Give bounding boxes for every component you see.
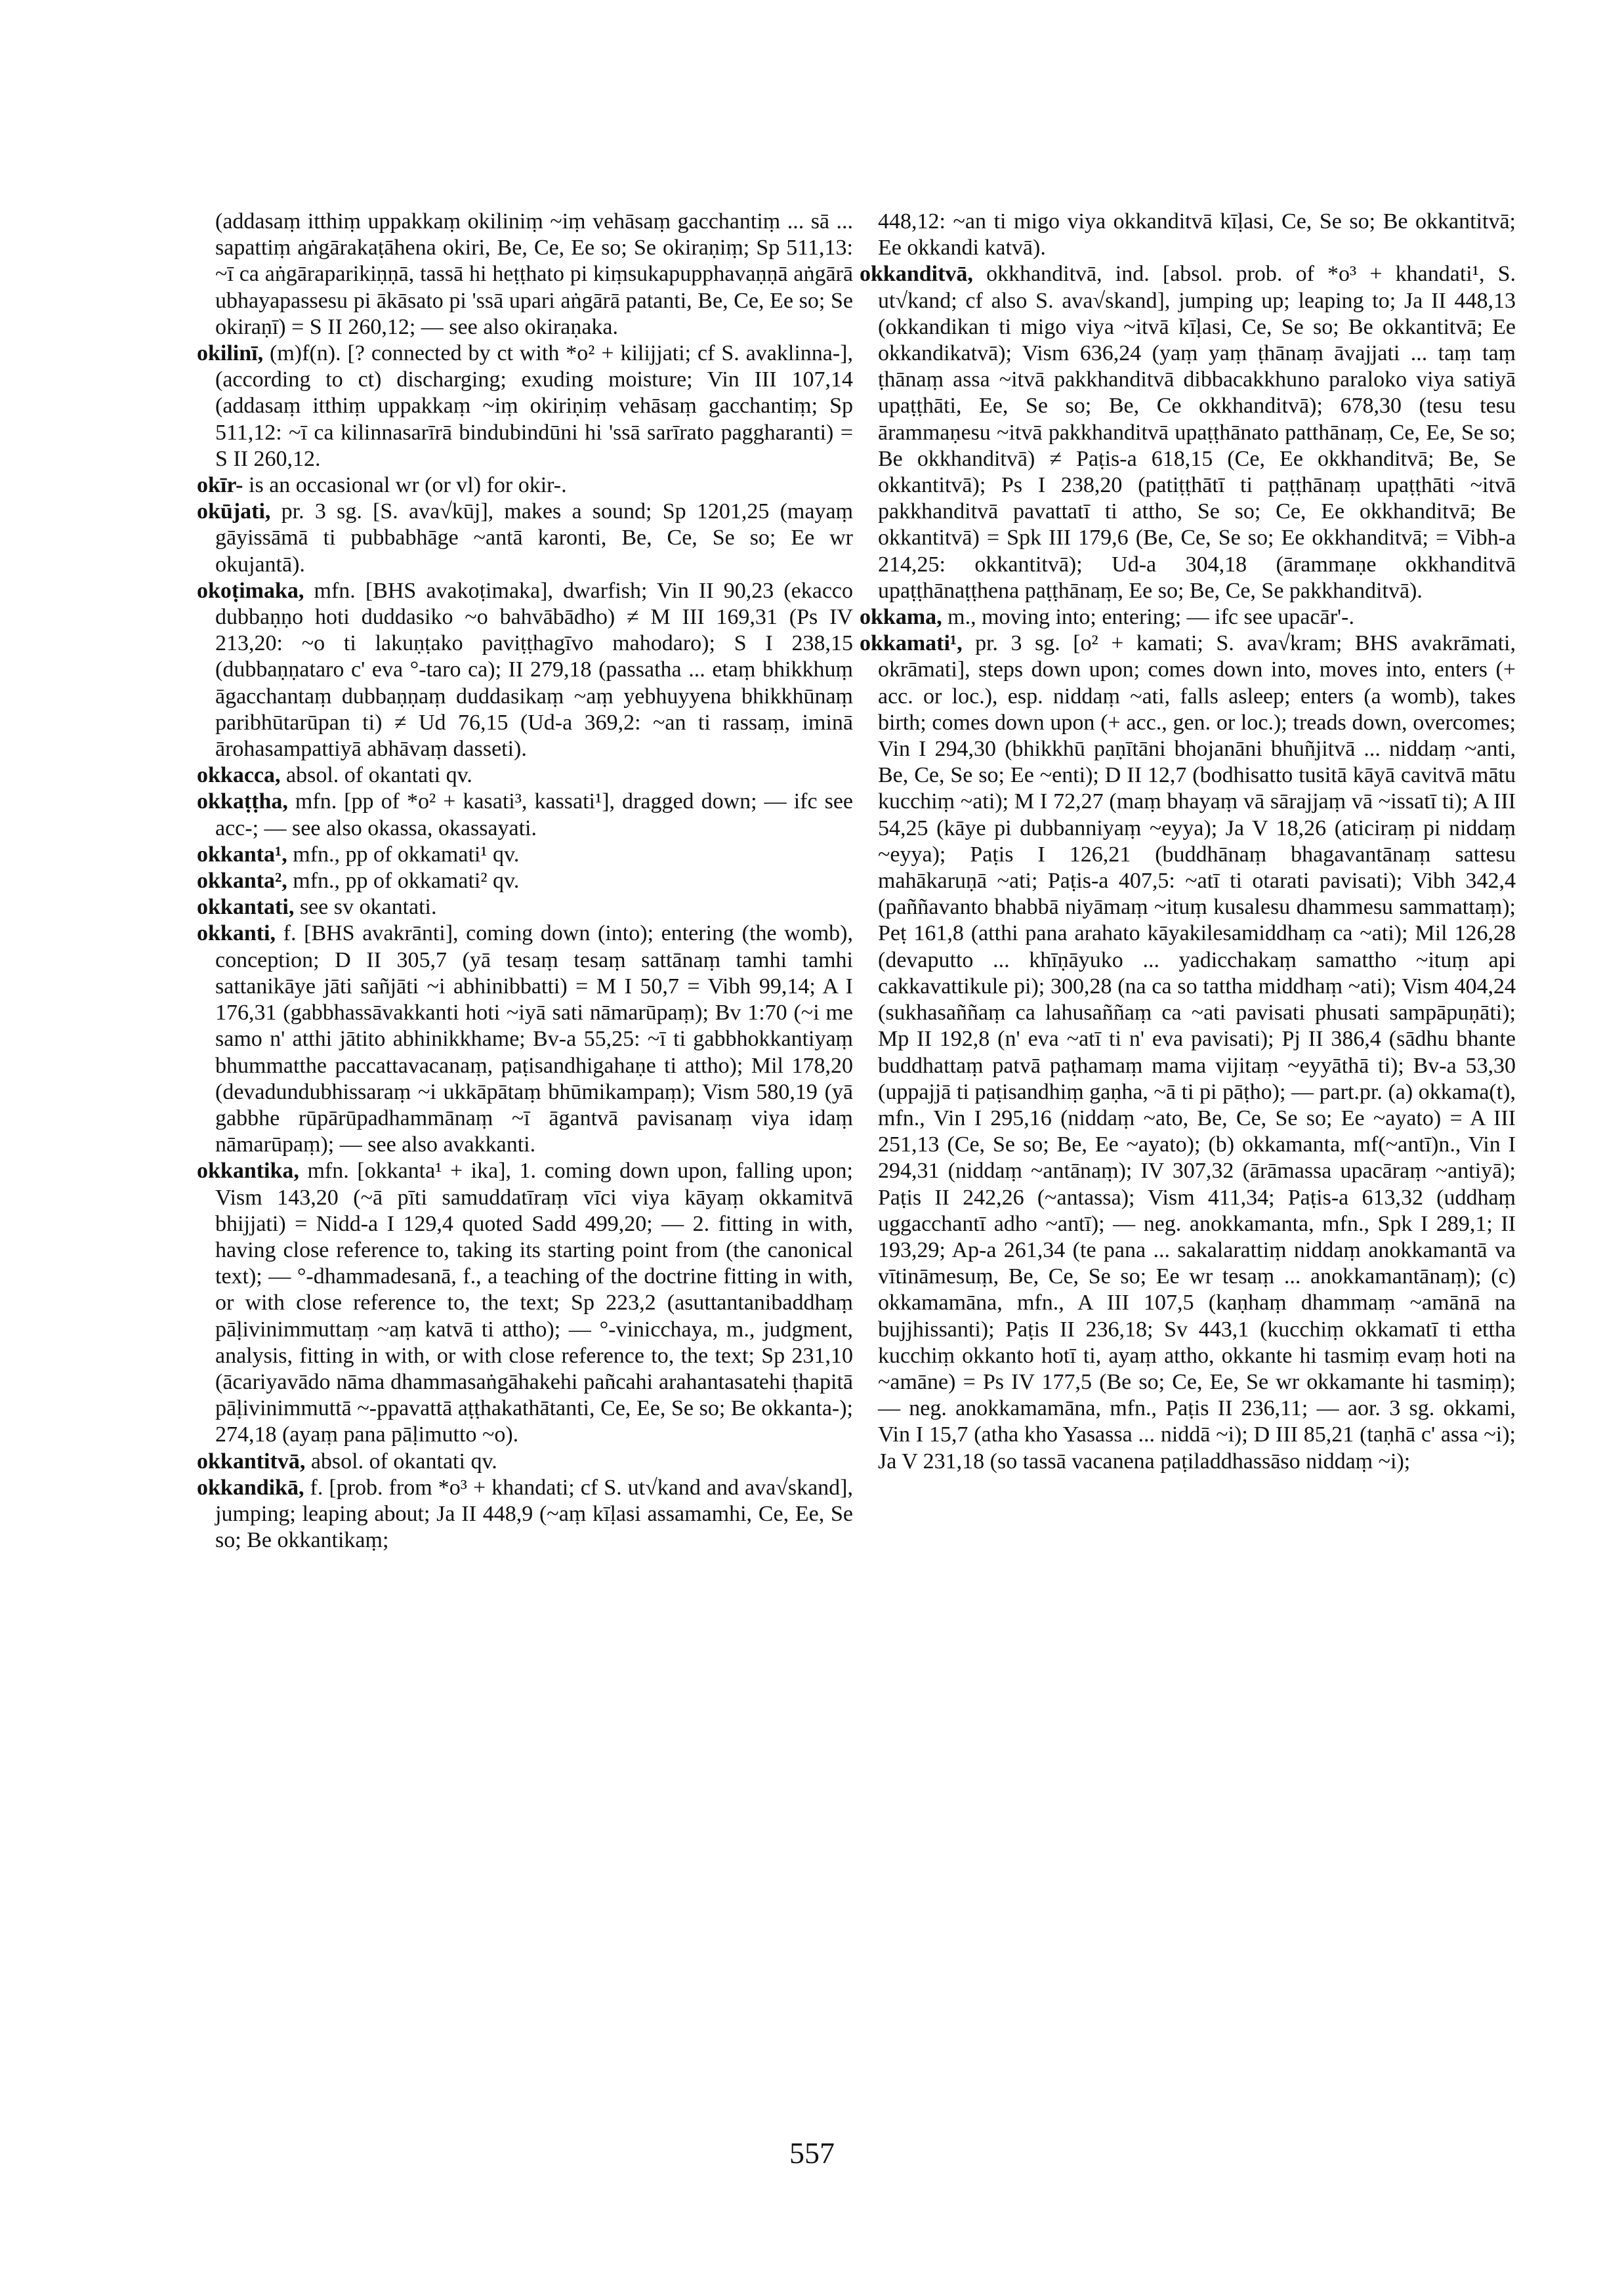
entry-body: mfn., pp of okkamati² qv. (293, 869, 520, 894)
page-number: 557 (789, 2136, 835, 2170)
entry-body: see sv okantati. (299, 895, 437, 920)
entry-body: absol. of okantati qv. (286, 763, 472, 788)
headword: okkantitvā, (197, 1449, 306, 1474)
headword: okkantati, (197, 895, 295, 920)
entry-body: is an occasional wr (or vl) for okir-. (249, 473, 567, 498)
entry (860, 604, 1516, 631)
entry (197, 920, 853, 1158)
entry-body: mfn. [BHS avakoṭimaka], dwarfish; Vin II 90,23 (ekacco dubbaṇṇo hoti duddasiko ~o bahvābādho) ≠ M III 169,31 (Ps IV 213,20: ~o ti lakuṇṭako paviṭṭhagīvo mahodaro); S I 238,15 (dubbaṇṇataro c' eva °-taro ca); II 279,18 (passatha ... etaṃ bhikkhuṃ āgacchantaṃ dubbaṇṇaṃ duddasikaṃ ~aṃ yebhuyyena bhikkhūnaṃ paribhūtarūpan ti) ≠ Ud 76,15 (Ud-a 369,2: ~an ti rassaṃ, iminā ārohasampattiyā abhāvaṃ dasseti). (215, 578, 854, 762)
right-column (860, 209, 1516, 1475)
headword: okīr- (197, 473, 243, 498)
entry (197, 868, 853, 894)
headword: okkandikā, (197, 1475, 304, 1500)
entry-body: f. [prob. from *o³ + khandati; cf S. ut√kand and ava√skand], jumping; leaping about; Ja II 448,9 (~aṃ kīḷasi assamamhi, Ce, Ee, Se so; Be okkantikaṃ; (215, 1475, 854, 1553)
headword: okkanta¹, (197, 842, 287, 867)
entry-body: pr. 3 sg. [S. ava√kūj], makes a sound; Sp 1201,25 (mayaṃ gāyissāmā ti pubbabhāge ~antā karonti, Be, Ce, Se so; Ee wr okujantā). (215, 499, 854, 577)
entry (197, 1475, 853, 1554)
headword: okkanta², (197, 869, 287, 894)
entry-body: 448,12: ~an ti migo viya okkanditvā kīḷasi, Ce, Se so; Be okkantitvā; Ee okkandi katvā). (878, 209, 1516, 260)
left-column (197, 209, 853, 1554)
headword: okkama, (860, 605, 942, 630)
headword: okkamati¹, (860, 631, 963, 656)
entry (197, 578, 853, 762)
entry-body: f. [BHS avakrānti], coming down (into); entering (the womb), conception; D II 305,7 (yā tesaṃ tesaṃ sattānaṃ tamhi tamhi sattanikāye jāti sañjāti ~i abhinibbatti) = M I 50,7 = Vibh 99,14; A I 176,31 (gabbhassāvakkanti hoti ~iyā sati nāmarūpaṃ); Bv 1:70 (~i me samo n' atthi jātito abhinikkhame; Bv-a 55,25: ~ī ti gabbhokkantiyaṃ bhummatthe paccattavacanaṃ, paṭisandhigahaṇe ti attho); Mil 178,20 (devadundubhissaraṃ ~i ukkāpātaṃ bhūmikampaṃ); Vism 580,19 (yā gabbhe rūpārūpadhammānaṃ ~ī āgantvā pavisanaṃ viya idaṃ nāmarūpaṃ); — see also avakkanti. (215, 921, 854, 1157)
entry (860, 261, 1516, 604)
entry (197, 894, 853, 920)
headword: okkaṭṭha, (197, 789, 288, 814)
entry (197, 842, 853, 868)
entry-body: mfn. [okkanta¹ + ika], 1. coming down upon, falling upon; Vism 143,20 (~ā pīti samuddatīraṃ vīci viya kāyaṃ okkamitvā bhijjati) = Nidd-a I 129,4 quoted Sadd 499,20; — 2. fitting in with, having close reference to, taking its starting point from (the canonical text); — °-dhammadesanā, f., a teaching of the doctrine fitting in with, or with close reference to, the text; Sp 223,2 (asuttantanibaddhaṃ pāḷivinimmuttaṃ ~aṃ katvā ti attho); — °-vinicchaya, m., judgment, analysis, fitting in with, or with close reference to, the text; Sp 231,10 (ācariyavādo nāma dhammasaṅgāhakehi pañcahi arahantasatehi ṭhapitā pāḷivinimmuttā ~-ppavattā aṭṭhakathātanti, Ce, Ee, Se so; Be okkanta-); 274,18 (ayaṃ pana pāḷimutto ~o). (215, 1159, 854, 1447)
headword: okūjati, (197, 499, 271, 524)
headword: okkanditvā, (860, 262, 973, 287)
headword: okkacca, (197, 763, 281, 788)
entry (197, 789, 853, 841)
entry-body: mfn. [pp of *o² + kasati³, kassati¹], dragged down; — ifc see acc-; — see also okassa, okassayati. (215, 789, 854, 840)
entry (860, 209, 1516, 261)
entry-body: mfn., pp of okkamati¹ qv. (293, 842, 520, 867)
headword: okilinī, (197, 341, 264, 366)
entry (197, 499, 853, 578)
entry (197, 341, 853, 472)
headword: okkantika, (197, 1159, 299, 1184)
entry-body: pr. 3 sg. [o² + kamati; S. ava√kram; BHS avakrāmati, okrāmati], steps down upon; comes down into, moves into, enters (+ acc. or loc.), esp. niddaṃ ~ati, falls asleep; enters (a womb), takes birth; comes down upon (+ acc., gen. or loc.); treads down, overcomes; Vin I 294,30 (bhikkhū paṇītāni bhojanāni bhuñjitvā ... niddaṃ ~anti, Be, Ce, Se so; Ee ~enti); D II 12,7 (bodhisatto tusitā kāyā cavitvā mātu kucchiṃ ~ati); M I 72,27 (maṃ bhayaṃ vā sārajjaṃ vā ~issatī ti); A III 54,25 (kāye pi dubbanniyaṃ ~eyya); Ja V 18,26 (aticiraṃ pi niddaṃ ~eyya); Paṭis I 126,21 (buddhānaṃ bhagavantānaṃ sattesu mahākaruṇā ~ati; Paṭis-a 407,5: ~atī ti otarati pavisati); Vibh 342,4 (paññavanto bhabbā niyāmaṃ ~ituṃ kusalesu dhammesu sammattaṃ); Peṭ 161,8 (atthi pana arahato kāyakilesamiddhaṃ ca ~ati); Mil 126,28 (devaputto ... khīṇāyuko ... yadicchakaṃ samattho ~ituṃ api cakkavattikule pi); 300,28 (na ca so tattha middhaṃ ~ati); Vism 404,24 (sukhasaññaṃ ca lahusaññaṃ ca ~ati pavisati phusati sampāpuṇāti); Mp II 192,8 (n' eva ~atī ti n' eva pavisati); Pj II 386,4 (sādhu bhante buddhattaṃ patvā paṭhamaṃ mama vijitaṃ ~eyyāthā ti); Bv-a 53,30 (uppajjā ti paṭisandhiṃ gaṇha, ~ā ti pi pāṭho); — part.pr. (a) okkama(t), mfn., Vin I 295,16 (niddaṃ ~ato, Be, Ce, Se so; Ee ~ayato) = A III 251,13 (Ce, Se so; Be, Ee ~ayato); (b) okkamanta, mf(~antī)n., Vin I 294,31 (niddaṃ ~antānaṃ); IV 307,32 (ārāmassa upacāraṃ ~antiyā); Paṭis II 242,26 (~antassa); Vism 411,34; Paṭis-a 613,32 (uddhaṃ uggacchantī adho ~antī); — neg. anokkamanta, mfn., Spk I 289,1; II 193,29; Ap-a 261,34 (te pana ... sakalarattiṃ niddaṃ anokkamantā va vītināmesuṃ, Be, Ce, Se so; Ee wr tesaṃ ... anokkamantānaṃ); (c) okkamamāna, mfn., A III 107,5 (kaṇhaṃ dhammaṃ ~amānā na bujjhissanti); Paṭis II 236,18; Sv 443,1 (kucchiṃ okkamatī ti ettha kucchiṃ okkanto hotī ti, ayaṃ attho, okkante hi tasmiṃ evaṃ hoti na ~amāne) = Ps IV 177,5 (Be so; Ce, Ee, Se wr okkamante hi tasmiṃ); — neg. anokkamamāna, mfn., Paṭis II 236,11; — aor. 3 sg. okkami, Vin I 15,7 (atha kho Yasassa ... niddā ~i); D III 85,21 (taṇhā c' assa ~i); Ja V 231,18 (so tassā vacanena paṭiladdhassāso niddaṃ ~i); (878, 631, 1516, 1474)
entry-body: okkhanditvā, ind. [absol. prob. of *o³ + khandati¹, S. ut√kand; cf also S. ava√skand], jumping up; leaping to; Ja II 448,13 (okkandikan ti migo viya ~itvā kīḷasi, Ce, Se so; Be okkantitvā; Ee okkandikatvā); Vism 636,24 (yaṃ yaṃ ṭhānaṃ āvajjati ... taṃ taṃ ṭhānaṃ assa ~itvā pakkhanditvā dibbacakkhuno paraloko viya satiyā upaṭṭhāti, Ee, Se so; Be, Ce okkhanditvā); 678,30 (tesu tesu ārammaṇesu ~itvā pakkhanditvā upaṭṭhānato patthānaṃ, Ce, Ee, Se so; Be okkhanditvā) ≠ Paṭis-a 618,15 (Ce, Ee okkhanditvā; Be, Se okkantitvā); Ps I 238,20 (patiṭṭhātī ti paṭṭhānaṃ upaṭṭhāti ~itvā pakkhanditvā pavattatī ti attho, Se so; Ce, Ee okkhanditvā; Be okkantitvā) = Spk III 179,6 (Be, Ce, Se so; Ee okkhanditvā; = Vibh-a 214,25: okkantitvā); Ud-a 304,18 (ārammaṇe okkhanditvā upaṭṭhānaṭṭhena paṭṭhānaṃ, Ee so; Be, Ce, Se pakkhanditvā). (878, 262, 1516, 603)
entry (197, 762, 853, 789)
entry-body: m., moving into; entering; — ifc see upacār'-. (947, 605, 1354, 630)
headword: okoṭimaka, (197, 578, 304, 603)
entry-body: (addasaṃ itthiṃ uppakkaṃ okiliniṃ ~iṃ vehāsaṃ gacchantiṃ ... sā ... sapattiṃ aṅgārakaṭāhena okiri, Be, Ce, Ee so; Se okiraṇiṃ; Sp 511,13: ~ī ca aṅgārapariki‌ṇṇā, tassā hi heṭṭhato pi kiṃsukapupphava‌ṇṇā aṅgārā ubhayapassesu pi ākāsato pi 'ssā upari aṅgārā patanti, Be, Ce, Ee so; Se okiraṇī) = S II 260,12; — see also okiraṇaka. (215, 209, 853, 339)
entry (197, 1449, 853, 1475)
entry-body: absol. of okantati qv. (310, 1449, 497, 1474)
entry (197, 1158, 853, 1448)
entry (860, 631, 1516, 1475)
entry-body: (m)f(n). [? connected by ct with *o² + kilijjati; cf S. avaklinna-], (according to ct) discharging; exuding moisture; Vin III 107,14 (addasaṃ itthiṃ uppakkaṃ ~iṃ okiriṇiṃ vehāsaṃ gacchantiṃ; Sp 511,12: ~ī ca kilinnasarīrā bindubindūni hi 'ssā sarīrato paggharanti) = S II 260,12. (215, 341, 853, 471)
entry (197, 472, 853, 499)
entry (197, 209, 853, 341)
headword: okkanti, (197, 921, 276, 946)
